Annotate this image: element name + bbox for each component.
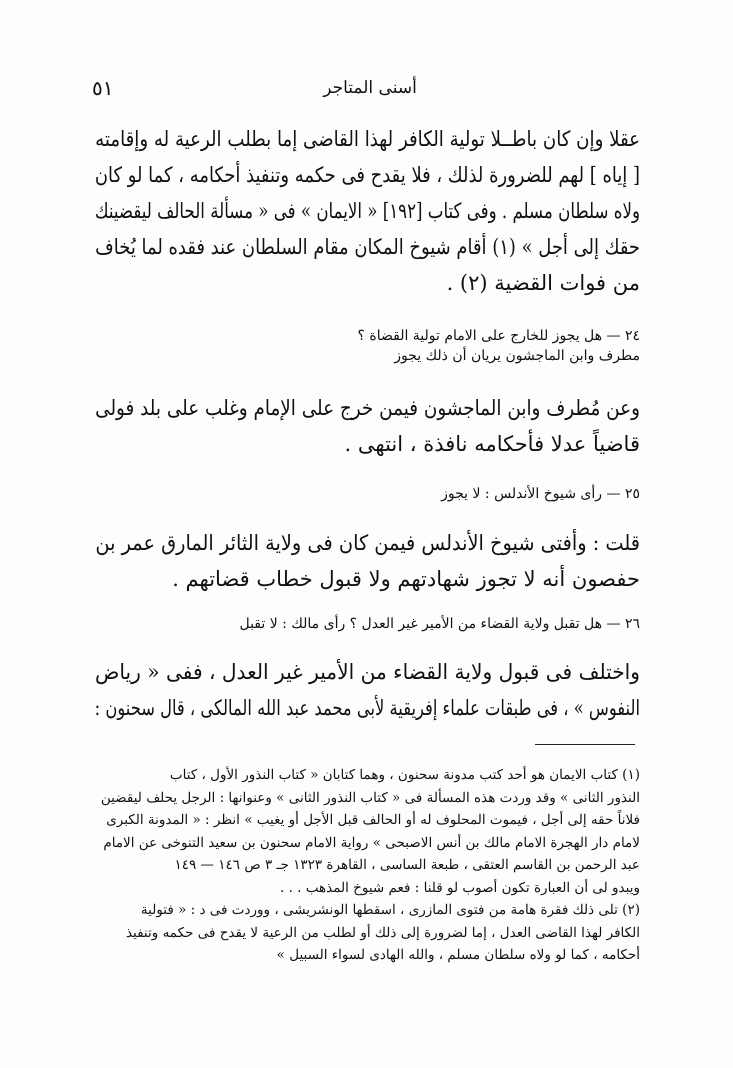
question-25-heading (95, 484, 640, 504)
footnote-line: لامام دار الهجرة الامام مالك بن أنس الاصبحى » رواية الامام سحنون بن سعيد التنوخى عن الامام (103, 834, 640, 851)
footnotes (95, 764, 640, 967)
margin-heading-line: ٢٦ — هل تقبل ولاية القضاء من الأمير غير العدل ؟ رأى مالك : لا تقبل (239, 616, 640, 632)
footnote-line: ويبدو لى أن العبارة تكون أصوب لو قلنا : فعم شيوخ المذهب . . . (280, 879, 640, 896)
footnote-divider (535, 744, 635, 745)
paragraph-line: عقلا وإن كان باطــلا تولية الكافر لهذا القاضى إما بطلب الرعية له وإقامته (95, 127, 640, 151)
paragraph-line: من فوات القضية (٢) . (446, 271, 640, 295)
running-header-title: أسنى المتاجر (323, 78, 417, 98)
paragraph-line: وعن مُطرف وابن الماجشون فيمن خرج على الإمام وغلب على بلد فولى (95, 396, 641, 420)
paragraph-line: [ إياه ] لهم للضرورة لذلك ، فلا يقدح فى حكمه وتنفيذ أحكامه ، كما لو كان (94, 163, 641, 187)
paragraph-2 (95, 390, 640, 462)
footnote-line: فلاناً حقه إلى أجل ، فيموت المحلوف له أو الحالف قبل الأجل أو يغيب » انظر : « المدونة الكبرى (106, 812, 640, 828)
question-24-heading (95, 326, 640, 366)
margin-heading-line: ٢٥ — رأى شيوخ الأندلس : لا يجوز (441, 486, 640, 502)
footnote-line: (١) كتاب الايمان هو أحد كتب مدونة سحنون ، وهما كتابان « كتاب النذور الأول ، كتاب (169, 767, 640, 783)
paragraph-line: حقك إلى أجل » (١) أقام شيوخ المكان مقام السلطان عند فقده لما يُخاف (95, 235, 640, 259)
page-number: ٥١ (92, 76, 114, 100)
paragraph-line: حفصون أنه لا تجوز شهادتهم ولا قبول خطاب قضاتهم . (172, 567, 640, 591)
paragraph-line: واختلف فى قبول ولاية القضاء من الأمير غير العدل ، ففى « رياض (94, 660, 641, 684)
paragraph-4 (95, 654, 640, 726)
footnote-line: الكافر لهذا القاضى العدل ، إما لضرورة إلى ذلك أو لطلب من الرعية لا يقدح فى حكمه وتنفيذ (125, 924, 640, 941)
margin-heading-line: ٢٤ — هل يجوز للخارج على الامام تولية القضاة ؟ (357, 328, 640, 344)
paragraph-line: ولاه سلطان مسلم . وفى كتاب [١٩٢] « الايمان » فى « مسألة الحالف ليقضينك (94, 199, 640, 223)
paragraph-1 (95, 121, 640, 301)
footnote-line: النذور الثانى » وقد وردت هذه المسألة فى « كتاب النذور الثانى » وعنوانها : الرجل يحلف ليقضين (100, 789, 640, 806)
footnote-line: عبد الرحمن بن القاسم العتقى ، طبعة الساسى ، القاهرة ١٣٢٣ جـ ٣ ص ١٤٦ — ١٤٩ (174, 857, 640, 873)
margin-heading-line: مطرف وابن الماجشون يريان أن ذلك يجوز (394, 348, 640, 364)
footnote-line: (٢) تلى ذلك فقرة هامة من فتوى المازرى ، اسقطها الونشريشى ، ووردت فى د : « فتولية (140, 902, 640, 918)
paragraph-line: النفوس » ، فى طبقات علماء إفريقية لأبى محمد عبد الله المالكى ، قال سحنون : (94, 696, 641, 720)
question-26-heading (95, 614, 640, 634)
paragraph-3 (95, 525, 640, 597)
paragraph-line: قلت : وأفتى شيوخ الأندلس فيمن كان فى ولاية الثائر المارق عمر بن (95, 531, 640, 555)
footnote-line: أحكامه ، كما لو ولاه سلطان مسلم ، والله الهادى لسواء السبيل » (276, 947, 640, 963)
paragraph-line: قاضياً عدلا فأحكامه نافذة ، انتهى . (344, 432, 640, 456)
